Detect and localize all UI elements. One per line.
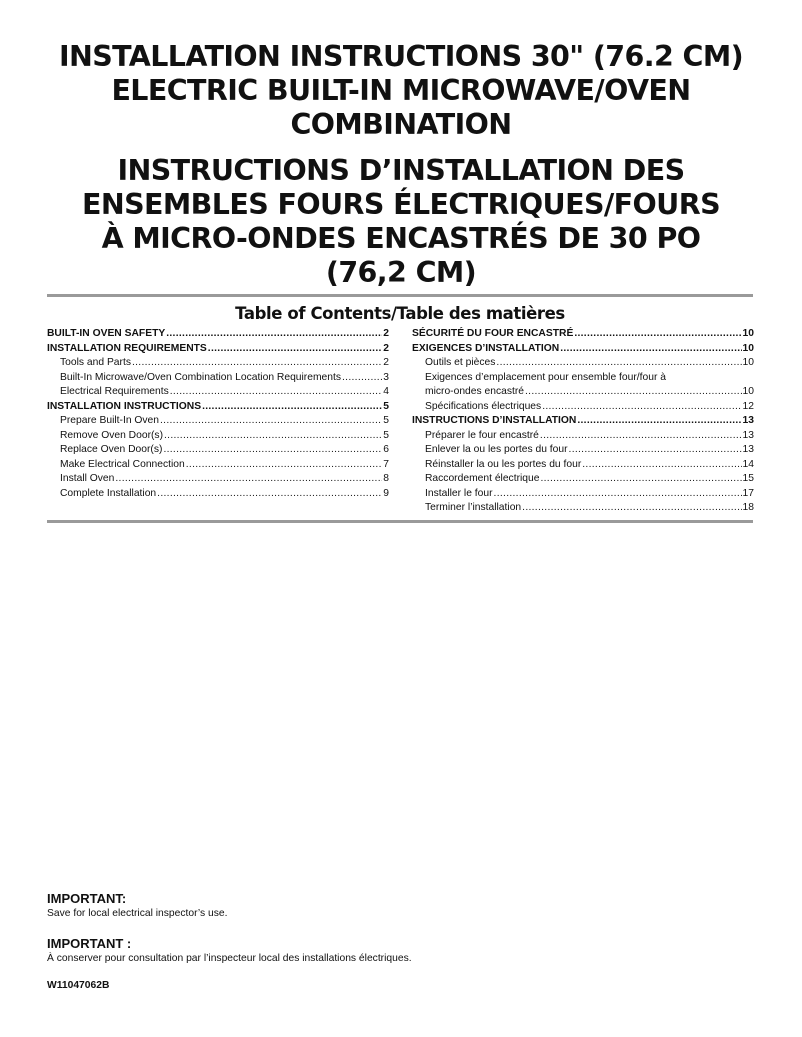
toc-entry-label: Enlever la ou les portes du four [425, 444, 568, 455]
toc-leader-dots [560, 342, 741, 357]
toc-leader-dots [132, 356, 382, 371]
toc-leader-dots [540, 429, 742, 444]
title-line: INSTALLATION INSTRUCTIONS 30" (76.2 CM) [58, 40, 744, 73]
toc-entry[interactable] [47, 487, 389, 502]
toc-leader-dots [569, 443, 742, 458]
important-note-french [47, 936, 747, 965]
important-text: Save for local electrical inspector’s use. [47, 908, 228, 919]
toc-entry[interactable] [412, 414, 754, 429]
toc-entry[interactable] [412, 356, 754, 371]
toc-leader-dots [208, 342, 382, 357]
toc-entry-page: 5 [383, 415, 389, 426]
toc-entry-label: micro-ondes encastré [425, 386, 525, 397]
toc-entry-page: 13 [742, 415, 754, 426]
important-heading: IMPORTANT: [47, 891, 127, 906]
toc-entry-page: 18 [742, 502, 754, 513]
document-number: W11047062B [47, 980, 110, 991]
toc-entry[interactable] [47, 342, 389, 357]
toc-entry-label: Remove Oven Door(s) [60, 429, 163, 441]
toc-leader-dots [115, 472, 382, 487]
toc-entry[interactable] [47, 356, 389, 371]
toc-entry-continuation [425, 385, 754, 400]
toc-entry-label: INSTRUCTIONS D’INSTALLATION [412, 415, 577, 426]
toc-entry[interactable] [412, 487, 754, 502]
title-line: INSTRUCTIONS D’INSTALLATION DES [117, 154, 685, 187]
toc-entry-page: 8 [383, 473, 389, 484]
toc-entry-page: 10 [742, 342, 754, 354]
toc-heading: Table of Contents/Table des matières [235, 304, 565, 323]
toc-leader-dots [522, 501, 741, 516]
toc-entry[interactable] [47, 371, 389, 386]
toc-entry-label: Spécifications électriques [425, 400, 542, 412]
toc-entry[interactable] [47, 429, 389, 444]
toc-leader-dots [163, 443, 382, 458]
toc-entry[interactable] [47, 400, 389, 415]
toc-leader-dots [160, 414, 382, 429]
toc-leader-dots [186, 458, 383, 473]
toc-entry-page: 5 [383, 429, 389, 441]
toc-entry-label: Replace Oven Door(s) [60, 444, 163, 455]
toc-entry-label: Exigences d’emplacement pour ensemble four/four à [425, 371, 666, 383]
toc-entry-label: Electrical Requirements [60, 386, 169, 397]
toc-leader-dots [525, 385, 742, 400]
toc-entry-page: 10 [742, 328, 754, 339]
toc-entry-page: 13 [742, 444, 754, 455]
important-note-english [47, 891, 747, 920]
toc-entry[interactable] [412, 342, 754, 357]
important-heading: IMPORTANT : [47, 936, 132, 951]
toc-entry-page: 14 [742, 458, 754, 470]
toc-leader-dots [540, 472, 741, 487]
toc-entry-label: Tools and Parts [60, 357, 131, 368]
toc-entry-label: Préparer le four encastré [425, 429, 539, 441]
toc-leader-dots [164, 429, 382, 444]
bottom-divider [47, 520, 753, 523]
toc-entry-label: Terminer l’installation [425, 502, 522, 513]
toc-entry-page: 2 [383, 342, 389, 354]
toc-entry-page: 5 [383, 400, 389, 412]
toc-entry-label: Raccordement électrique [425, 473, 540, 484]
toc-english-column [47, 327, 389, 501]
toc-entry-label: Outils et pièces [425, 357, 496, 368]
toc-entry[interactable] [47, 327, 389, 342]
toc-leader-dots [202, 400, 382, 415]
toc-entry-label: SÉCURITÉ DU FOUR ENCASTRÉ [412, 328, 574, 339]
toc-leader-dots [494, 487, 742, 502]
toc-entry-page: 2 [383, 357, 389, 368]
toc-entry[interactable] [47, 458, 389, 473]
toc-entry-page: 17 [742, 487, 754, 499]
toc-leader-dots [166, 327, 382, 342]
toc-entry-label: Install Oven [60, 473, 115, 484]
title-line: À MICRO-ONDES ENCASTRÉS DE 30 PO [101, 222, 701, 255]
toc-entry-page: 15 [742, 473, 754, 484]
toc-entry[interactable] [412, 458, 754, 473]
toc-leader-dots [577, 414, 741, 429]
toc-leader-dots [170, 385, 383, 400]
toc-entry-page: 9 [383, 487, 389, 499]
toc-leader-dots [574, 327, 741, 342]
toc-entry[interactable] [412, 443, 754, 458]
toc-entry[interactable] [412, 472, 754, 487]
top-divider [47, 294, 753, 297]
toc-entry-page: 6 [383, 444, 389, 455]
toc-entry-page: 3 [383, 371, 389, 383]
toc-entry-label: Installer le four [425, 487, 493, 499]
toc-entry-page: 13 [742, 429, 754, 441]
toc-leader-dots [496, 356, 741, 371]
toc-leader-dots [157, 487, 382, 502]
toc-entry-label: Prepare Built-In Oven [60, 415, 160, 426]
title-line: COMBINATION [290, 108, 512, 141]
toc-entry[interactable] [47, 472, 389, 487]
toc-leader-dots [342, 371, 382, 386]
toc-leader-dots [542, 400, 741, 415]
toc-french-column [412, 327, 754, 516]
toc-entry[interactable] [47, 414, 389, 429]
toc-entry-label: Complete Installation [60, 487, 157, 499]
toc-entry-page: 10 [742, 357, 754, 368]
toc-entry-label: Réinstaller la ou les portes du four [425, 458, 582, 470]
toc-entry-label: Make Electrical Connection [60, 458, 185, 470]
toc-entry-label: Built-In Microwave/Oven Combination Location Requirements [60, 371, 342, 383]
title-line: ELECTRIC BUILT-IN MICROWAVE/OVEN [111, 74, 691, 107]
toc-entry-page: 12 [742, 400, 754, 412]
toc-entry[interactable] [412, 400, 754, 415]
toc-entry[interactable] [412, 327, 754, 342]
toc-entry[interactable] [412, 429, 754, 444]
toc-entry-page: 7 [383, 458, 389, 470]
title-line: (76,2 CM) [325, 256, 477, 289]
toc-entry[interactable] [47, 385, 389, 400]
toc-entry-label: INSTALLATION INSTRUCTIONS [47, 400, 202, 412]
important-text: À conserver pour consultation par l’inspecteur local des installations électriques. [47, 953, 412, 964]
toc-entry[interactable] [47, 443, 389, 458]
toc-entry-page: 2 [383, 328, 389, 339]
title-french [40, 154, 762, 290]
toc-entry-page: 4 [383, 386, 389, 397]
toc-leader-dots [582, 458, 741, 473]
toc-entry-label: EXIGENCES D’INSTALLATION [412, 342, 560, 354]
title-line: ENSEMBLES FOURS ÉLECTRIQUES/FOURS [82, 188, 720, 221]
title-english [40, 40, 762, 142]
toc-entry-label: BUILT-IN OVEN SAFETY [47, 328, 166, 339]
toc-entry[interactable] [412, 371, 754, 400]
toc-entry-label: INSTALLATION REQUIREMENTS [47, 342, 207, 354]
toc-entry-page: 10 [742, 386, 754, 397]
toc-entry[interactable] [412, 501, 754, 516]
